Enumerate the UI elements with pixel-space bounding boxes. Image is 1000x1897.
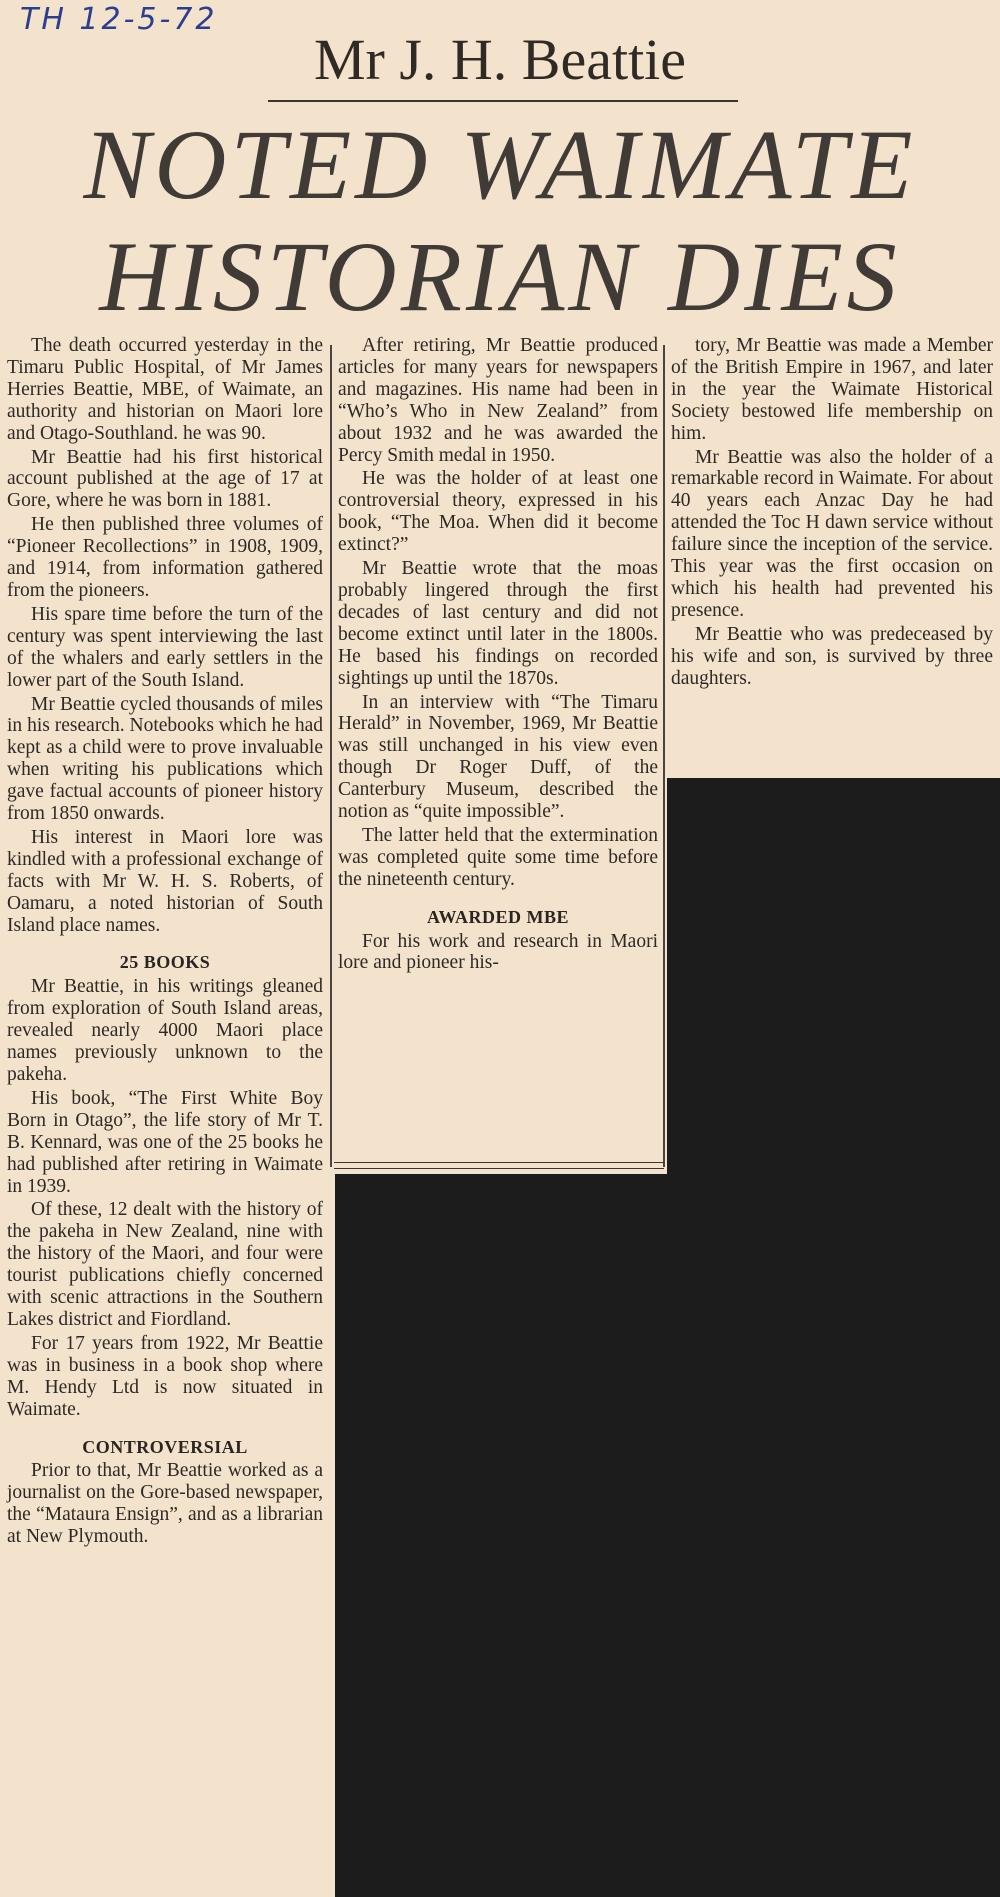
article-column-3 bbox=[671, 335, 993, 690]
article-kicker: Mr J. H. Beattie bbox=[313, 27, 687, 92]
headline-line-2: HISTORIAN DIES bbox=[99, 221, 901, 332]
column-divider-2 bbox=[663, 345, 665, 1167]
paragraph: Mr Beattie, in his writings gleaned from exploration of South Island areas, revealed nearly 4000 Maori place names previously unknown to the pakeha. bbox=[7, 976, 323, 1085]
paragraph: For 17 years from 1922, Mr Beattie was in business in a book shop where M. Hendy Ltd is now situated in Waimate. bbox=[7, 1332, 323, 1420]
paragraph: After retiring, Mr Beattie produced articles for many years for newspapers and magazines. His name had been in “Who’s Who in New Zealand” from about 1932 and he was awarded the Percy Smith medal in 1950. bbox=[338, 335, 658, 466]
paragraph: tory, Mr Beattie was made a Member of the British Empire in 1967, and later in the year the Waimate Historical Society bestowed life membership on him. bbox=[671, 335, 993, 444]
column-divider-1 bbox=[330, 345, 332, 1167]
paragraph: Mr Beattie who was predeceased by his wife and son, is survived by three daughters. bbox=[671, 623, 993, 689]
article-column-2 bbox=[338, 335, 658, 974]
paragraph: Mr Beattie cycled thousands of miles in his research. Notebooks which he had kept as a child were to prove invaluable when writing his publications which gave factual accounts of pioneer history from 1850 onwards. bbox=[7, 693, 323, 825]
subheading: CONTROVERSIAL bbox=[82, 1436, 248, 1457]
paragraph: His spare time before the turn of the century was spent interviewing the last of the whalers and early settlers in the lower part of the South Island. bbox=[7, 603, 323, 691]
paragraph: The death occurred yesterday in the Timaru Public Hospital, of Mr James Herries Beattie, MBE, of Waimate, an authority and historian on Maori lore and Otago-Southland. he was 90. bbox=[7, 335, 323, 444]
subheading: AWARDED MBE bbox=[426, 906, 569, 927]
column-end-rule bbox=[334, 1162, 664, 1169]
handwritten-date-annotation: TH 12-5-72 bbox=[20, 2, 218, 37]
paragraph: Mr Beattie had his first historical account published at the age of 17 at Gore, where he was born in 1881. bbox=[7, 446, 323, 512]
paragraph: The latter held that the extermination was completed quite some time before the nineteenth century. bbox=[338, 824, 658, 890]
paragraph: He then published three volumes of “Pioneer Recollections” in 1908, 1909, and 1914, from information gathered from the pioneers. bbox=[7, 514, 323, 601]
paragraph: His interest in Maori lore was kindled with a professional exchange of facts with Mr W. H. S. Roberts, of Oamaru, a noted historian of South Island place names. bbox=[7, 826, 323, 936]
paragraph: In an interview with “The Timaru Herald” in November, 1969, Mr Beattie was still unchanged in his view even though Dr Roger Duff, of the Canterbury Museum, described the notion as “quite impossible”. bbox=[338, 691, 658, 823]
paragraph: He was the holder of at least one controversial theory, expressed in his book, “The Moa. When did it become extinct?” bbox=[338, 468, 658, 556]
paragraph: Of these, 12 dealt with the history of the pakeha in New Zealand, nine with the history of the Maori, and four were tourist publications chiefly concerned with scenic attractions in the Southern Lakes district and Fiordland. bbox=[7, 1199, 323, 1330]
article-column-1 bbox=[7, 335, 323, 1548]
paragraph: Mr Beattie wrote that the moas probably lingered through the first decades of last century and did not become extinct until later in the 1800s. He based his findings on recorded sightings up until the 1870s. bbox=[338, 558, 658, 689]
paragraph: Mr Beattie was also the holder of a remarkable record in Waimate. For about 40 years each Anzac Day he had attended the Toc H dawn service without failure since the inception of the service. This year was the first occasion on which his health had prevented his presence. bbox=[671, 446, 993, 621]
subheading: 25 BOOKS bbox=[119, 952, 211, 973]
paragraph: For his work and research in Maori lore and pioneer his- bbox=[338, 930, 658, 974]
paragraph: Prior to that, Mr Beattie worked as a journalist on the Gore-based newspaper, the “Mataura Ensign”, and as a librarian at New Plymouth. bbox=[7, 1460, 323, 1548]
kicker-rule bbox=[268, 100, 738, 102]
paragraph: His book, “The First White Boy Born in Otago”, the life story of Mr T. B. Kennard, was one of the 25 books he had published after retiring in Waimate in 1939. bbox=[7, 1087, 323, 1197]
headline-line-1: NOTED WAIMATE bbox=[83, 109, 917, 220]
